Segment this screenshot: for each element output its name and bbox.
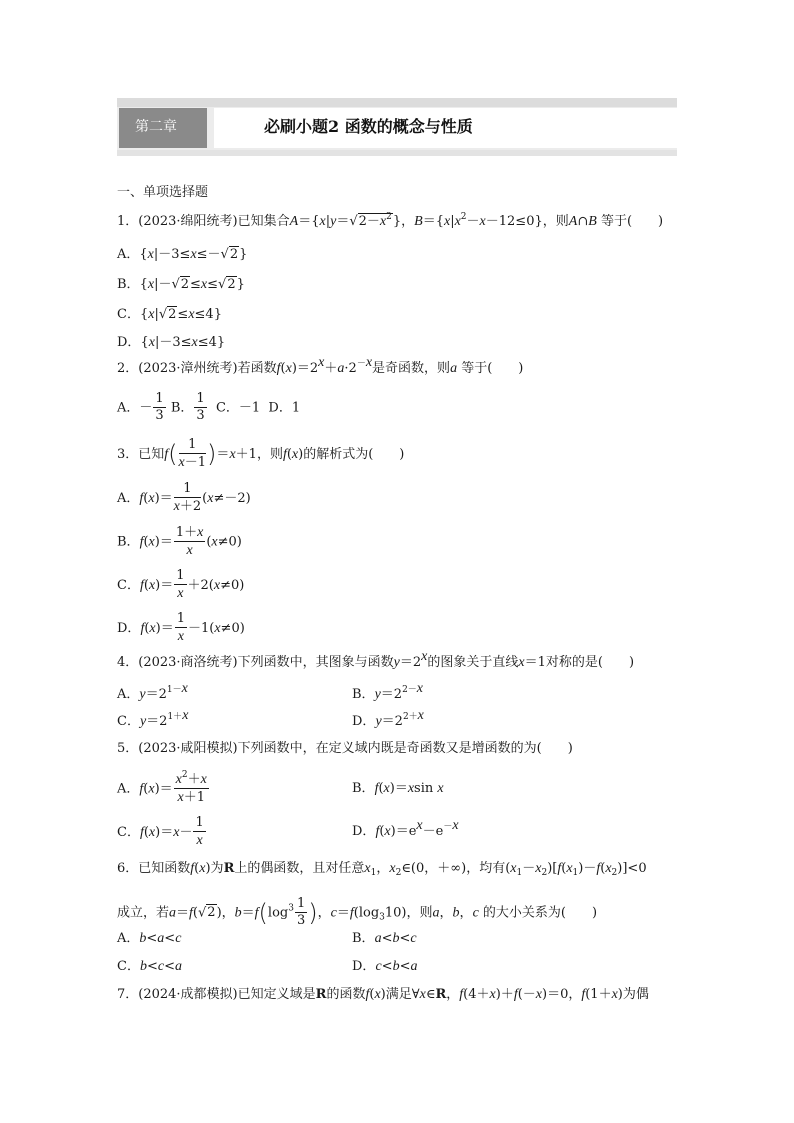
q4-option-b: B．$y=2^{2-x}$ (352, 681, 424, 702)
chapter-label: 第二章 (135, 119, 177, 135)
q5-option-a: A．f(x)＝ $\frac{x^2+x}{x+1}$ (117, 770, 207, 806)
q1-option-c: C．{x|√2≤x≤4} (117, 307, 222, 322)
section-heading: 一、单项选择题 (117, 185, 209, 200)
q6-option-d: D．c<b<a (352, 959, 418, 974)
q1-stem-c: 等于( ) (600, 214, 664, 229)
page-title: 必刷小题2 函数的概念与性质 (264, 117, 473, 136)
question-4: 4．(2023·商洛统考)下列函数中，其图象与函数$y=2^x$的图象关于直线x＝1对称的是( ) (117, 649, 635, 670)
q1-option-d: D．{x|－3≤x≤4} (117, 335, 226, 350)
question-5: 5．(2023·咸阳模拟)下列函数中，在定义域内既是奇函数又是增函数的为( ) (117, 741, 573, 756)
q3-option-c: C．f(x)＝ $\frac{1}{x}$ ＋2(x≠0) (117, 568, 245, 602)
q4-option-c: C．$y=2^{1+x}$ (117, 708, 189, 729)
header-top-strip (117, 98, 677, 107)
question-6: 6．已知函数f(x)为R上的偶函数，且对任意$x_1$，$x_2\in(0$，＋∞)，均有$(x_1-x_2)[f(x_1)-f(x_2)]<0$ (117, 861, 647, 878)
q6-line-2: 成立，若a＝f(√2)，$b=f(\log^3$ $\frac{1}{3}$ )，$c=f(\log_310)$，则a，b，c 的大小关系为( ) (117, 896, 598, 929)
q4-option-a: A．$y=2^{1-x}$ (117, 681, 188, 702)
q3-option-d: D．f(x)＝ $\frac{1}{x}$ －1(x≠0) (117, 611, 245, 645)
q1-option-a: A．{x|－3≤x≤－√2} (117, 247, 248, 262)
q1-option-b: B．{x|－√2≤x≤√2} (117, 277, 245, 292)
q4-option-d: D．$y=2^{2+x}$ (352, 708, 424, 729)
q6-option-a: A．b<a<c (117, 931, 182, 946)
q5-option-c: C．f(x)＝x－ $\frac{1}{x}$ (117, 815, 204, 849)
q5-option-b: B．f(x)＝xsin x (352, 781, 444, 796)
q2-options: A．－ $\frac{1}{3}$ B． $\frac{1}{3}$ C．－1 D．1 (117, 391, 301, 424)
q1-stem-a: 1．(2023·绵阳统考)已知集合 (117, 214, 290, 229)
header-bottom-strip (117, 150, 677, 156)
q3-option-a: A．f(x)＝ $\frac{1}{x+2}$ (x≠－2) (117, 481, 251, 515)
q6-option-b: B．a<b<c (352, 931, 417, 946)
q1-stem-b: ，则 (542, 214, 569, 229)
q5-option-d: D．$f(x)=e^x-e^{-x}$ (352, 818, 459, 839)
question-1: 1．(2023·绵阳统考)已知集合$A=\{x|y=√2-x^2\}$，$B=\{x|x^2-x-12\le 0\}$，则A∩B 等于( ) (117, 212, 664, 229)
question-3: 3．已知f( $\frac{1}{x-1}$ )＝x＋1，则f(x)的解析式为( ) (117, 437, 405, 471)
question-7: 7．(2024·成都模拟)已知定义域是R的函数f(x)满足∀x∈R，f(4＋x)＋f(－x)＝0，f(1＋x)为偶 (117, 987, 649, 1002)
q3-option-b: B．f(x)＝ $\frac{1+x}{x}$ (x≠0) (117, 525, 242, 559)
q6-option-c: C．b<c<a (117, 959, 182, 974)
question-2: 2．(2023·漳州统考)若函数$f(x)=2^x+a\cdot 2^{-x}$是奇函数，则a 等于( ) (117, 355, 524, 376)
